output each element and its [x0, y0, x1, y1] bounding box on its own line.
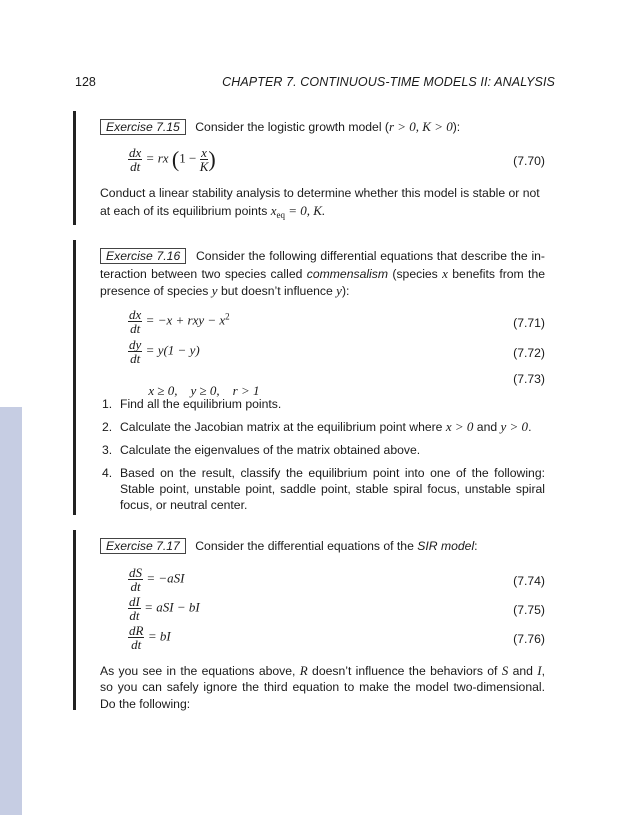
exercise-tag: Exercise 7.15 [100, 119, 186, 135]
equation-number: (7.70) [513, 154, 545, 168]
math-condition: y > 0 [500, 419, 529, 434]
exercise-steps-list [100, 396, 545, 520]
equation-rhs: = rx [145, 150, 169, 166]
item-text-line: Stable point, unstable point, saddle point, stable spiral focus, unstable spiral [120, 482, 545, 496]
text-span: doesn’t influence the behaviors of [307, 664, 502, 678]
intro-end: ): [452, 120, 461, 134]
page-header [75, 75, 555, 91]
equation-rhs: = aSI − bI [144, 599, 200, 615]
equation-rhs: = y(1 − y) [145, 342, 200, 358]
condition-math: r > 0, K > 0 [388, 119, 453, 134]
frac-numerator: x [201, 145, 207, 160]
list-item [100, 396, 545, 412]
frac-numerator: dR [129, 623, 144, 638]
page-number: 128 [75, 75, 96, 89]
paragraph-line [100, 266, 545, 282]
math-condition: x > 0 [445, 419, 474, 434]
frac-numerator: dx [129, 307, 142, 322]
math-S: S [501, 663, 509, 678]
equation-7-74 [128, 566, 545, 594]
item-number: 2. [102, 420, 113, 434]
math-I: I [537, 663, 542, 678]
intro-text: Consider the differential equations of the [195, 539, 418, 553]
equation-number: (7.76) [513, 632, 545, 646]
text-span: (species [388, 267, 443, 281]
emphasis: commensalism [306, 267, 389, 281]
equation-rhs: = bI [147, 628, 171, 644]
item-text-line: focus, or neutral center. [120, 498, 248, 512]
exercise-tag: Exercise 7.17 [100, 538, 186, 554]
frac-numerator: dy [129, 337, 142, 352]
math-values: = 0, K. [285, 203, 326, 218]
text-span: teraction between two species called [100, 267, 307, 281]
paragraph-line: Do the following: [100, 697, 191, 711]
math-superscript: 2 [225, 311, 230, 322]
item-text: Calculate the Jacobian matrix at the equilibrium point where [120, 420, 446, 434]
exercise-tag: Exercise 7.16 [100, 248, 186, 264]
list-item [100, 442, 545, 458]
frac-denominator: dt [130, 321, 141, 336]
equation-7-70: $\frac{dx}{dt}$ = rx (1 − $\frac{x}{K}$ ) (7.70) [129, 145, 545, 174]
intro-text: Consider the logistic growth model ( [195, 120, 389, 134]
text-span: As you see in the equations above, [100, 664, 300, 678]
frac-denominator: dt [130, 159, 141, 174]
exercise-7-15 [73, 111, 545, 225]
equation-rhs: = −x + rxy − x [145, 312, 226, 328]
item-text-line: Based on the result, classify the equilibrium point into one of the following: [120, 466, 545, 480]
frac-numerator: dS [129, 565, 142, 580]
emphasis: SIR model [417, 539, 475, 553]
frac-denominator: dt [130, 579, 141, 594]
math-subscript: eq [276, 210, 285, 220]
equation-number: (7.72) [513, 346, 545, 360]
item-text: Calculate the eigenvalues of the matrix obtained above. [120, 443, 421, 457]
math-y: y [211, 283, 218, 298]
chapter-title: CHAPTER 7. CONTINUOUS-TIME MODELS II: ANALYSIS [222, 75, 555, 89]
exercise-intro [100, 539, 545, 554]
paragraph-line [100, 203, 545, 223]
text-span: ): [341, 284, 350, 298]
list-item [100, 419, 545, 435]
equation-7-75 [128, 595, 545, 623]
list-item [100, 465, 545, 513]
frac-numerator: dx [129, 145, 142, 160]
text-span: Consider the following differential equations that describe the in- [195, 249, 545, 263]
frac-denominator: K [199, 159, 209, 174]
frac-denominator: dt [129, 608, 140, 623]
paragraph-line [100, 663, 545, 679]
text-span: and [508, 664, 538, 678]
equation-7-76 [128, 624, 545, 652]
text-span: but doesn’t influence [217, 284, 337, 298]
item-number: 4. [102, 466, 113, 480]
math-R: R [299, 663, 308, 678]
equation-rhs: = −aSI [146, 570, 185, 586]
paragraph-line [100, 249, 545, 264]
item-number: 3. [102, 443, 113, 457]
equation-7-71 [128, 308, 545, 336]
equation-constraints: x ≥ 0, y ≥ 0, r > 1 [148, 383, 260, 398]
equation-number: (7.75) [513, 603, 545, 617]
text-span: benefits from the [447, 267, 545, 281]
equation-7-73 [128, 364, 545, 398]
math-x: x [270, 203, 277, 218]
one-minus: 1 − [179, 150, 197, 166]
item-text: . [528, 420, 532, 434]
intro-end: : [474, 539, 478, 553]
math-x: x [442, 266, 448, 281]
item-text: Find all the equilibrium points. [120, 397, 282, 411]
equation-number: (7.71) [513, 316, 545, 330]
page-edge-tab [0, 407, 22, 815]
exercise-7-17 [73, 530, 545, 710]
item-number: 1. [102, 397, 113, 411]
item-text: and [473, 420, 501, 434]
equation-7-72 [128, 338, 545, 366]
text-span: at each of its equilibrium points [100, 204, 271, 218]
text-span: presence of species [100, 284, 212, 298]
paragraph-line [100, 283, 545, 299]
paragraph-line: so you can safely ignore the third equation to make the model two-dimensional. [100, 680, 545, 694]
exercise-7-16 [73, 240, 545, 515]
equation-number: (7.73) [513, 372, 545, 386]
math-y: y [336, 283, 342, 298]
equation-number: (7.74) [513, 574, 545, 588]
text-span: , [541, 664, 545, 678]
exercise-intro [100, 119, 545, 135]
frac-denominator: dt [130, 351, 141, 366]
frac-denominator: dt [131, 637, 142, 652]
paragraph-line: Conduct a linear stability analysis to determine whether this model is stable or not [100, 186, 540, 200]
frac-numerator: dI [129, 594, 140, 609]
